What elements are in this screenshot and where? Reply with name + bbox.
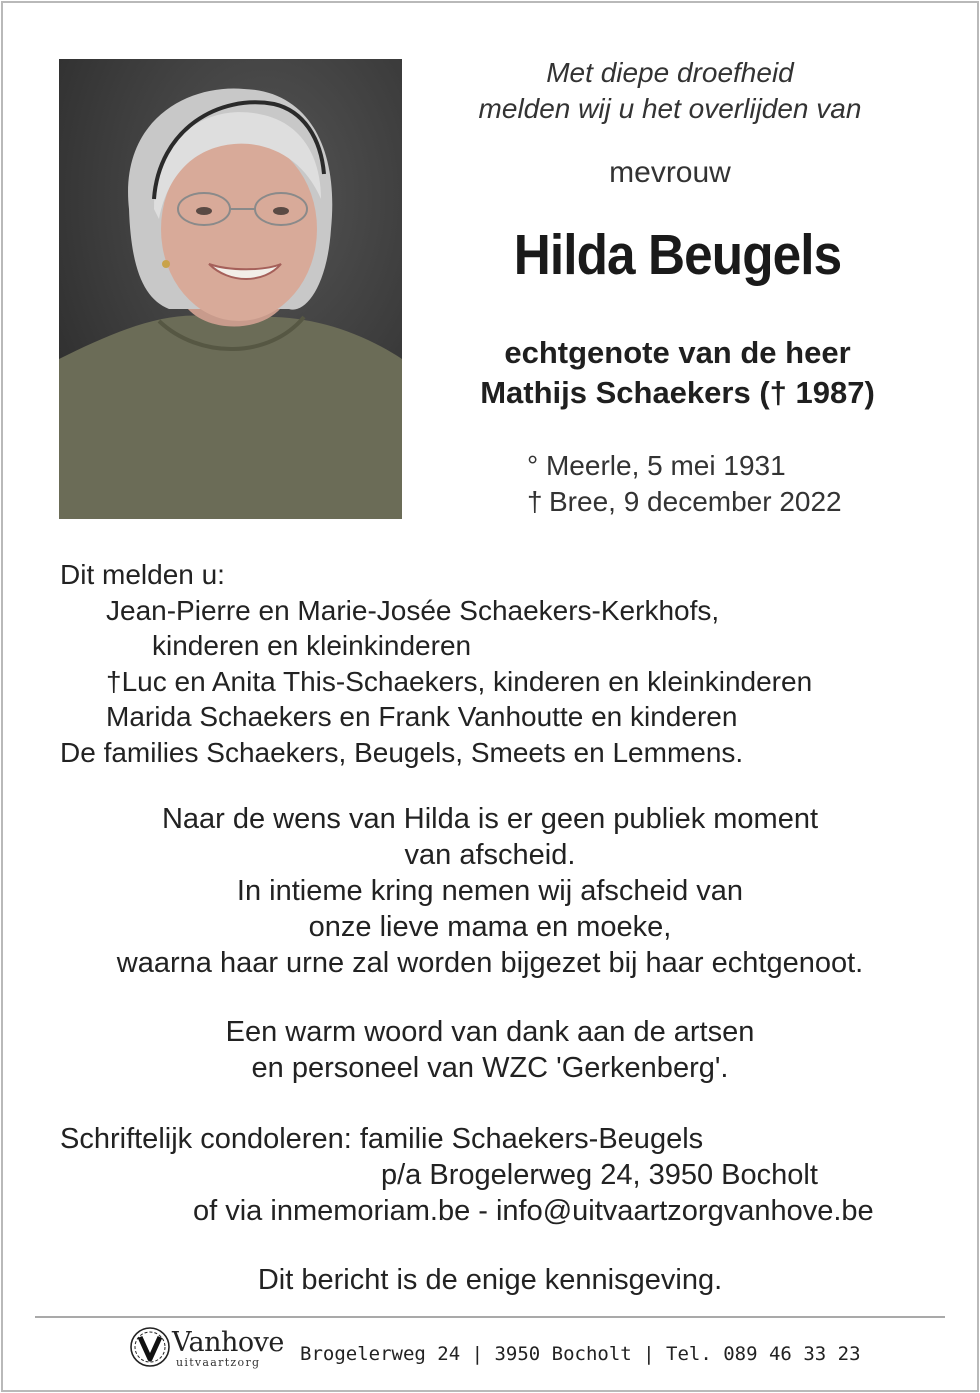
announce-heading: Dit melden u: [60, 559, 225, 590]
wish-line: onze lieve mama en moeke, [308, 911, 672, 943]
announce-line: Jean-Pierre en Marie-Josée Schaekers-Kerkhofs, [106, 594, 720, 626]
life-dates [527, 448, 842, 520]
vanhove-logo [128, 1325, 288, 1370]
footer-address: Brogelerweg 24 | 3950 Bocholt | Tel. 089 46 33 23 [300, 1343, 861, 1365]
announce-line: De families Schaekers, Beugels, Smeets en Lemmens. [60, 736, 744, 768]
birth-date: ° Meerle, 5 mei 1931 [527, 450, 786, 481]
condolence-line: Schriftelijk condoleren: familie Schaekers-Beugels [60, 1123, 704, 1155]
thanks-line: en personeel van WZC 'Gerkenberg'. [251, 1052, 729, 1084]
spouse-text [430, 333, 925, 413]
wish-line: Naar de wens van Hilda is er geen publiek moment [161, 803, 819, 835]
announce-line: †Luc en Anita This-Schaekers, kinderen en kleinkinderen [106, 665, 813, 697]
intro-line: melden wij u het overlijden van [478, 93, 862, 124]
thanks-paragraph [40, 1014, 940, 1086]
announce-line: kinderen en kleinkinderen [152, 630, 472, 661]
cross-symbol: † [527, 486, 543, 517]
death-line [527, 484, 842, 520]
logo-subtitle: uitvaartzorg [176, 1356, 261, 1369]
spouse-line: echtgenote van de heer [504, 335, 851, 370]
notice-text: Dit bericht is de enige kennisgeving. [257, 1264, 723, 1296]
wish-line: van afscheid. [404, 839, 576, 871]
spouse-line: Mathijs Schaekers († 1987) [480, 375, 875, 410]
condolence-address: p/a Brogelerweg 24, 3950 Bocholt [381, 1159, 818, 1191]
portrait-photo [59, 59, 402, 519]
logo-name: Vanhove [172, 1327, 284, 1358]
wish-line: In intieme kring nemen wij afscheid van [236, 875, 744, 907]
intro-line: Met diepe droefheid [546, 57, 794, 88]
footer-divider [35, 1316, 945, 1318]
logo-emblem-icon [128, 1325, 172, 1369]
intro-text [440, 55, 900, 127]
family-announcement [60, 557, 813, 770]
wish-paragraph [40, 801, 940, 981]
condolence-online: of via inmemoriam.be - info@uitvaartzorgvanhove.be [193, 1195, 874, 1227]
deceased-name: Hilda Beugels [513, 223, 842, 287]
wish-line: waarna haar urne zal worden bijgezet bij haar echtgenoot. [116, 947, 864, 979]
announce-line: Marida Schaekers en Frank Vanhoutte en kinderen [106, 701, 738, 732]
thanks-line: Een warm woord van dank aan de artsen [225, 1016, 755, 1048]
title-prefix: mevrouw [609, 156, 731, 189]
condolence-info [60, 1121, 874, 1229]
death-date: Bree, 9 december 2022 [549, 486, 842, 517]
